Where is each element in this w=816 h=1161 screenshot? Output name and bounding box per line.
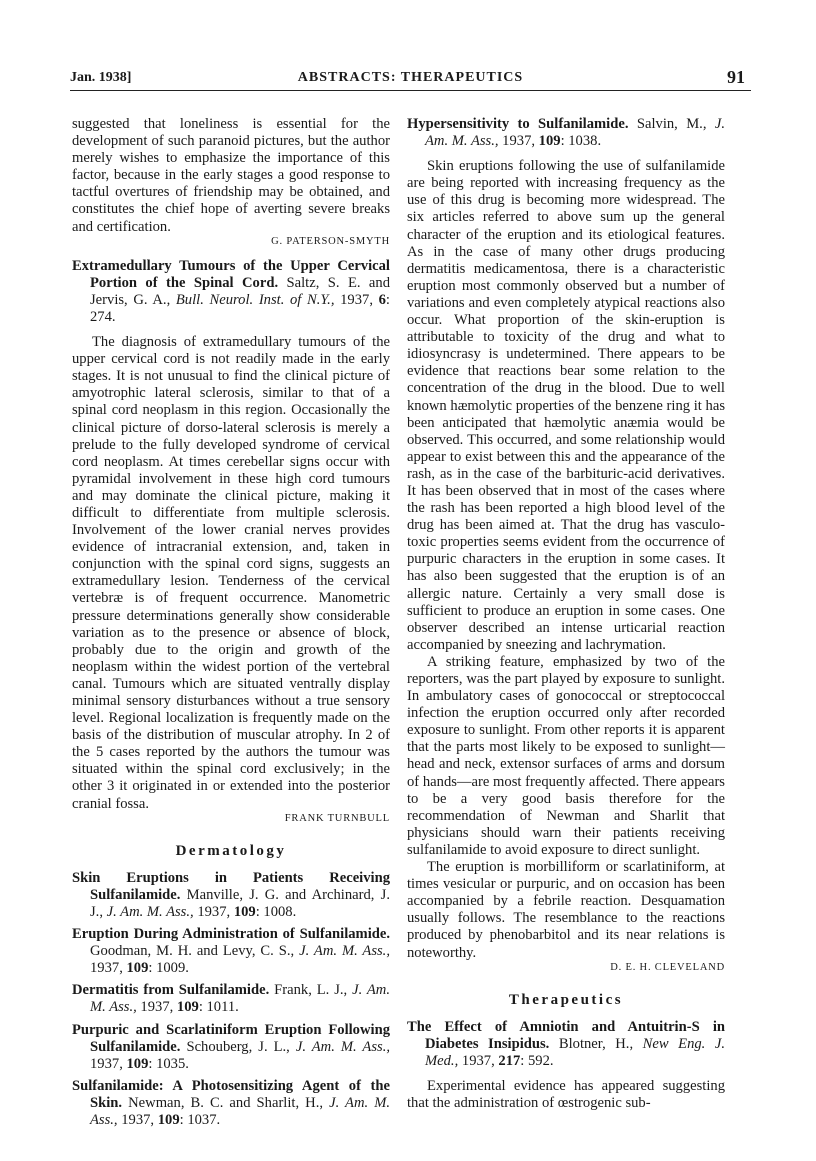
reference-journal: J. Am. M. Ass.,: [299, 943, 390, 960]
body-paragraph-4: Experimental evidence has appeared suggesting that the administration of œstrogenic sub-: [407, 1077, 725, 1112]
reference-authors: Blotner, H.,: [558, 1035, 634, 1052]
reference-authors: Salvin, M.,: [636, 116, 707, 132]
running-header: [70, 68, 751, 91]
continuation-paragraph: suggested that loneliness is essential for the development of such paranoid pictures, but the author merely wishes to emphasize the importance of this factor, because in the early stages a good response to tactful overtures of friendship may be obtained, and constitutes the chief hope of averting severe breaks and certification.: [72, 116, 390, 235]
article-authors: Saltz, S. E. and Jervis, G. A.,: [90, 274, 390, 308]
reference-pages: : 1038.: [560, 133, 602, 150]
reference-pages: : 1008.: [255, 903, 297, 920]
reference-item: [72, 926, 390, 977]
reference-year: 1937,: [90, 960, 123, 977]
reference-item: [72, 870, 390, 921]
reference-year: 1937,: [502, 133, 536, 150]
article-body: The diagnosis of extramedullary tumours of the upper cervical cord is not readily made in the early stages. It is not unusual to find the clinical picture of amyotrophic lateral sclerosis, similar to that of a spinal cord neoplasm in this region. Occasionally the clinical picture of dorso-lateral sclerosis is merely a prelude to the fully developed syndrome of cervical cord neoplasm. At times cerebellar signs occur with pyramidal involvement in these high cord tumours and may dominate the clinical picture, making it difficult to differentiate from multiple sclerosis. Involvement of the lower cranial nerves provides evidence of intracranial extension, and, taken in conjunction with the spinal cord signs, suggests an extramedullary lesion. Tenderness of the cervical vertebræ is of frequent occurrence. Manometric pressure determinations generally show considerable variation as to the presence or absence of block, probably due to the origin and growth of the neoplasm within the widest portion of the vertebral canal. Tumours which are situated ventrally display minimal sensory disturbances without a true sensory level. Regional localization is frequently made on the basis of the distribution of muscular atrophy. In 2 of the 5 cases reported by the authors the tumour was situated within the spinal cord exclusively; in the other 3 it originated in or extended into the posterior cranial fossa.: [72, 334, 390, 812]
body-paragraph-1: Skin eruptions following the use of sulfanilamide are being reported with increasing frequency as the use of this drug is becoming more widespread. The six articles referred to above sum up the general character of the eruption and its etiological features. As in the case of many other drugs producing dermatitis medicamentosa, there is a characteristic eruption most commonly observed but a number of variations and even completely atypical reactions also occur. What proportion of the skin-eruption is attributable to toxicity of the drug and what to idiosyncrasy is undetermined. There appears to be evidence that reactions bear some relation to the concentration of the drug in the blood. Due to well known hæmolytic properties of the benzene ring it has been anticipated that hæmolytic anæmia would be observed. This occurred, and some relationship would appear to exist between this and the appearance of the rash, as in the case of the barbituric-acid derivatives. It has been observed that in most of the cases where the rash has been reported a high blood level of the drug has been aimed at. That the drug has vasculo-toxic properties seems evident from the occurrence of purpuric characters in the eruption in some cases. It has also been suggested that the eruption is of an allergic nature. Certainly a very small dose is sufficient to produce an eruption in some cases. One observer described an intense urticarial reaction accompanied by sneezing and lachrymation.: [407, 158, 725, 653]
header-date: Jan. 1938]: [70, 70, 132, 85]
section-heading-dermatology: Dermatology: [175, 842, 287, 859]
section-heading-therapeutics: Therapeutics: [508, 991, 624, 1008]
reference-volume: 217: [498, 1052, 521, 1069]
reference-year: 1937,: [90, 1055, 123, 1072]
body-paragraph-3: The eruption is morbilliform or scarlatiniform, at times vesicular or purpuric, and on occasion has been accompanied by a febrile reaction. Desquamation usually follows. The resemblance to the reactions produced by phenobarbitol and its near relations is noteworthy.: [407, 859, 725, 961]
reference-authors: Goodman, M. H. and Levy, C. S.,: [90, 943, 295, 960]
reference-journal: J. Am. M. Ass.,: [425, 116, 726, 150]
reference-volume: 109: [126, 960, 149, 977]
reference-journal: J. Am. M. Ass.,: [90, 982, 390, 1016]
article-title: Extramedullary Tumours of the Upper Cervical Portion of the Spinal Cord.: [72, 257, 390, 291]
page-number: 91: [727, 67, 745, 87]
left-column: [72, 116, 390, 1134]
reference-year: 1937,: [121, 1111, 155, 1128]
reference-item-amniotin: [407, 1019, 725, 1070]
reference-authors: Schouberg, J. L.,: [186, 1038, 290, 1055]
reference-volume: 109: [176, 999, 199, 1016]
reference-item: [72, 1022, 390, 1073]
article-journal: Bull. Neurol. Inst. of N.Y.,: [175, 291, 335, 308]
reference-journal: New Eng. J. Med.,: [425, 1035, 725, 1069]
signature-cleveland: D. E. H. CLEVELAND: [610, 961, 725, 973]
article-pages: : 274.: [90, 291, 390, 325]
reference-item: [72, 982, 390, 1016]
right-column: [407, 116, 725, 1112]
reference-title: The Effect of Amniotin and Antuitrin-S in Diabetes Insipidus.: [407, 1018, 725, 1052]
reference-volume: 109: [126, 1055, 149, 1072]
reference-pages: : 592.: [520, 1052, 554, 1069]
reference-journal: J. Am. M. Ass.,: [295, 1038, 391, 1055]
reference-item: [72, 1078, 390, 1129]
reference-volume: 109: [538, 133, 561, 150]
reference-title: Eruption During Administration of Sulfanilamide.: [72, 926, 390, 943]
reference-authors: Newman, B. C. and Sharlit, H.,: [128, 1094, 324, 1111]
article-year: 1937,: [340, 291, 373, 308]
dermatology-reference-list: [72, 870, 390, 1129]
reference-title: Sulfanilamide: A Photosensitizing Agent of the Skin.: [72, 1077, 390, 1111]
reference-pages: : 1009.: [148, 960, 189, 977]
signature-turnbull: FRANK TURNBULL: [284, 812, 390, 824]
article-volume: 6: [378, 291, 386, 308]
reference-authors: Frank, L. J.,: [274, 982, 348, 999]
reference-authors: Manville, J. G. and Archinard, J. J.,: [90, 886, 390, 920]
reference-pages: : 1035.: [148, 1055, 189, 1072]
reference-volume: 109: [233, 903, 256, 920]
reference-journal: J. Am. M. Ass.,: [106, 903, 194, 920]
reference-pages: : 1037.: [179, 1111, 221, 1128]
reference-title: Skin Eruptions in Patients Receiving Sulfanilamide.: [72, 869, 390, 903]
reference-year: 1937,: [197, 903, 231, 920]
reference-pages: : 1011.: [198, 999, 239, 1016]
reference-title: Dermatitis from Sulfanilamide.: [72, 982, 270, 999]
reference-item-hypersensitivity: [407, 116, 725, 150]
article-reference-extramedullary: [72, 258, 390, 326]
reference-title: Hypersensitivity to Sulfanilamide.: [407, 116, 629, 132]
signature-paterson-smyth: G. PATERSON-SMYTH: [271, 235, 390, 247]
reference-year: 1937,: [140, 999, 174, 1016]
reference-year: 1937,: [461, 1052, 495, 1069]
reference-title: Purpuric and Scarlatiniform Eruption Following Sulfanilamide.: [72, 1021, 390, 1055]
reference-journal: J. Am. M. Ass.,: [90, 1094, 391, 1128]
body-paragraph-2: A striking feature, emphasized by two of the reporters, was the part played by exposure to sunlight. In ambulatory cases of gonococcal or streptococcal infection the eruption occurred only after recorded exposure to sunlight. From other reports it is apparent that the parts most likely to be exposed to sunlight—head and neck, extensor surfaces of arms and dorsum of hands—are most frequently affected. There appears to be a very good basis therefore for the recommendation of Newman and Sharlit that physicians should warn their patients receiving sulfanilamide to avoid exposure to direct sunlight.: [407, 653, 725, 858]
header-section-title: ABSTRACTS: THERAPEUTICS: [297, 70, 524, 85]
reference-volume: 109: [157, 1111, 180, 1128]
